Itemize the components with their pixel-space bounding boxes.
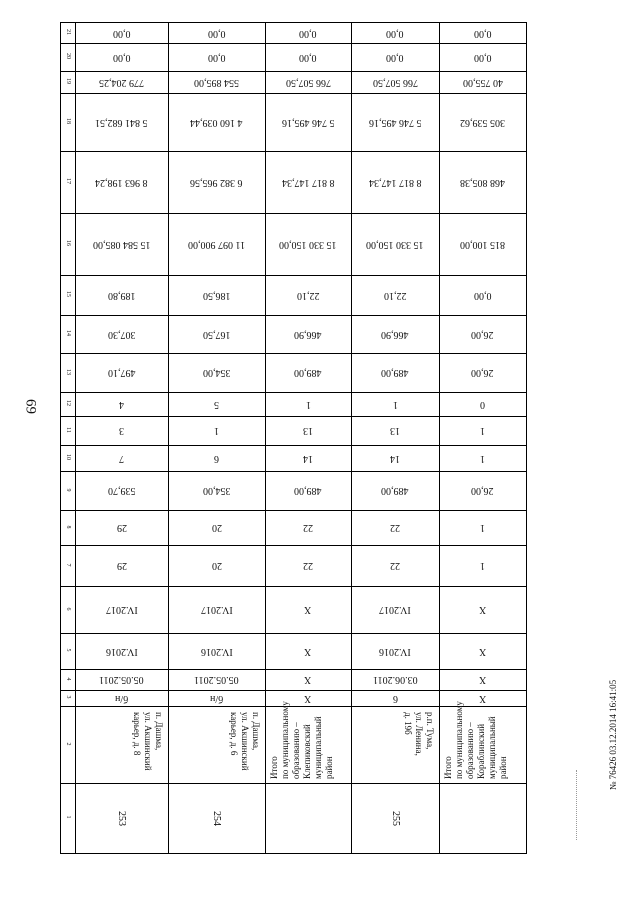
table-cell: X <box>478 674 487 685</box>
table-cell: 5 746 495,16 <box>281 116 335 128</box>
address-line: Итого <box>443 756 453 779</box>
column-number: 6 <box>65 607 71 610</box>
table-cell: 22 <box>303 560 313 571</box>
table-cell: 0 <box>480 398 485 410</box>
column-number: 19 <box>65 78 71 84</box>
table-cell: 1 <box>480 452 485 464</box>
column-number: 7 <box>65 563 71 566</box>
table-cell: 15 330 150,00 <box>279 238 337 250</box>
column-number: 4 <box>65 677 71 680</box>
table-cell: б/н <box>209 692 224 704</box>
column-number: 8 <box>65 525 71 528</box>
column-number: 18 <box>65 118 71 124</box>
table-cell: 1 <box>392 398 398 410</box>
column-number: 17 <box>65 178 71 184</box>
table-cell: 305 539,62 <box>460 116 505 128</box>
column-number: 12 <box>65 400 71 406</box>
table-cell: 05.05.2011 <box>99 674 144 685</box>
table-cell: 15 584 085,00 <box>92 238 151 250</box>
address-line: ул. Акшинский <box>240 712 250 771</box>
address-line: Итого <box>269 756 279 779</box>
table-cell: IV.2016 <box>379 645 411 657</box>
table-cell: 22 <box>390 560 400 571</box>
table-cell: X <box>304 674 312 685</box>
column-number: 15 <box>65 291 71 297</box>
table-cell: 1 <box>480 560 485 571</box>
column-number: 5 <box>65 648 71 652</box>
table-cell: 5 841 682,51 <box>95 116 148 128</box>
table-cell: 6 <box>214 452 219 464</box>
address-line: п. Дашма, <box>154 712 164 751</box>
page-number: 69 <box>22 399 39 414</box>
registration-stamp: № 76426 03.12.2014 16:41:05 <box>608 679 618 791</box>
table-cell: 1 <box>480 522 485 533</box>
table-cell: 354,00 <box>202 485 231 496</box>
column-number: 11 <box>65 426 71 433</box>
table-cell: 0,00 <box>299 27 317 39</box>
table-cell: X <box>304 692 312 704</box>
table-cell: 8 817 147,34 <box>281 176 335 188</box>
table-cell: 26,00 <box>471 328 494 340</box>
table-cell: IV.2016 <box>105 645 138 657</box>
table-cell: 40 755,00 <box>462 76 503 88</box>
column-number: 2 <box>65 742 71 745</box>
address-line: Клепиковский <box>302 724 312 779</box>
table-cell: 189,80 <box>107 289 136 301</box>
table-cell: IV.2017 <box>200 604 233 615</box>
table-cell: 22,10 <box>296 289 320 301</box>
table-cell: 14 <box>303 452 313 464</box>
table-cell: 779 204,25 <box>99 76 144 88</box>
table-cell: X <box>478 645 487 657</box>
table-cell: 14 <box>390 452 400 464</box>
table-cell: 0,00 <box>299 51 317 63</box>
table-cell: 354,00 <box>202 367 231 378</box>
column-number: 20 <box>65 53 71 59</box>
table-cell: 307,30 <box>107 328 136 340</box>
address-line: карьер, д. 8 <box>132 712 142 756</box>
table-cell: 497,10 <box>107 367 136 378</box>
table-cell: 22 <box>303 522 313 533</box>
table-cell: 8 963 198,24 <box>95 176 148 188</box>
address-line: по муниципальному <box>454 701 464 779</box>
table-cell: 8 817 147,34 <box>368 176 422 188</box>
table-cell: 5 746 495,16 <box>368 116 422 128</box>
table-cell: 0,00 <box>207 51 226 63</box>
address-line: ул. Акшинский <box>143 712 153 771</box>
address-line: район <box>324 756 334 779</box>
address-line: муниципальный <box>313 716 323 779</box>
table-cell: 0,00 <box>473 289 492 301</box>
table-cell: 539,70 <box>107 485 136 496</box>
table-cell: 815 100,00 <box>460 238 505 250</box>
column-number: 3 <box>65 695 71 699</box>
address-line: образованию – <box>291 722 301 779</box>
table-cell: IV.2016 <box>200 645 233 657</box>
column-number: 21 <box>65 29 71 35</box>
scan-mark <box>576 770 585 840</box>
table-cell: 26,00 <box>471 485 494 496</box>
table-cell: б/н <box>114 692 129 704</box>
table-cell: 03.06.2011 <box>372 674 418 685</box>
table-cell: 22,10 <box>383 289 407 301</box>
table-cell: 468 805,38 <box>460 176 505 188</box>
table-cell: 0,00 <box>473 27 492 39</box>
table-cell: 186,50 <box>202 289 231 301</box>
table-cell: X <box>304 645 312 657</box>
table-cell: 11 097 900,00 <box>187 238 246 250</box>
table-cell: 29 <box>116 560 127 571</box>
table-cell: 1 <box>214 425 219 436</box>
table-cell: 1 <box>480 425 485 436</box>
table-cell: IV.2017 <box>379 604 411 615</box>
table-cell: 20 <box>211 560 222 571</box>
table-cell: 0,00 <box>112 27 131 39</box>
table-cell: 4 <box>119 398 124 410</box>
table-cell: 0,00 <box>112 51 131 63</box>
table-cell: 0,00 <box>207 27 226 39</box>
column-number: 9 <box>65 488 71 491</box>
table-cell: X <box>478 692 487 704</box>
table-cell: 0,00 <box>473 51 492 63</box>
table-cell: 05.05.2011 <box>194 674 239 685</box>
table-cell: 466,90 <box>294 328 322 340</box>
table-cell: 254 <box>211 810 222 826</box>
table-cell: 4 160 039,44 <box>190 116 243 128</box>
address-line: по муниципальному <box>280 701 290 779</box>
data-table <box>60 22 527 854</box>
table-cell: 13 <box>303 425 313 436</box>
address-line: район <box>498 756 508 779</box>
table-cell: 15 330 150,00 <box>366 238 424 250</box>
column-number: 16 <box>65 240 71 246</box>
table-cell: 554 895,00 <box>194 76 239 88</box>
table-cell: 253 <box>116 810 127 826</box>
table-cell: X <box>478 604 487 615</box>
table-cell: 167,50 <box>202 328 231 340</box>
table-cell: IV.2017 <box>105 604 138 615</box>
table-cell: 0,00 <box>386 27 404 39</box>
table-cell: 1 <box>305 398 311 410</box>
column-number: 13 <box>65 368 71 375</box>
table-cell: 20 <box>211 522 222 533</box>
table-cell: 766 507,50 <box>285 76 331 88</box>
table-cell: 0,00 <box>386 51 404 63</box>
table-cell: 489,00 <box>294 367 322 378</box>
address-line: муниципальный <box>487 716 497 779</box>
table-cell: 255 <box>389 810 401 826</box>
address-line: д. 19б <box>403 712 413 735</box>
table-cell: 489,00 <box>294 485 322 496</box>
address-line: Кораблинский <box>476 723 486 779</box>
table-cell: 13 <box>390 425 400 436</box>
table-cell: X <box>304 604 312 615</box>
address-line: ул. Ленина, <box>414 712 424 756</box>
address-line: карьер, д. 6 <box>229 712 239 756</box>
column-number: 14 <box>65 330 71 336</box>
table-cell: 22 <box>390 522 400 533</box>
table-cell: 29 <box>116 522 127 533</box>
table-cell: 5 <box>214 398 219 410</box>
column-number: 10 <box>65 454 71 460</box>
table-cell: 6 382 965,56 <box>190 176 243 188</box>
column-number: 1 <box>65 815 71 819</box>
table-cell: 466,90 <box>381 328 409 340</box>
table-cell: 489,00 <box>381 367 409 378</box>
table-cell: 26,00 <box>471 367 494 378</box>
address-line: р.п. Тума, <box>425 712 435 750</box>
table-cell: 7 <box>119 452 124 464</box>
table-cell: 6 <box>392 692 398 704</box>
table-cell: 489,00 <box>381 485 409 496</box>
address-line: образованию – <box>465 722 475 779</box>
table-cell: 3 <box>119 425 124 436</box>
address-line: п. Дашма, <box>251 712 261 751</box>
table-cell: 766 507,50 <box>372 76 418 88</box>
